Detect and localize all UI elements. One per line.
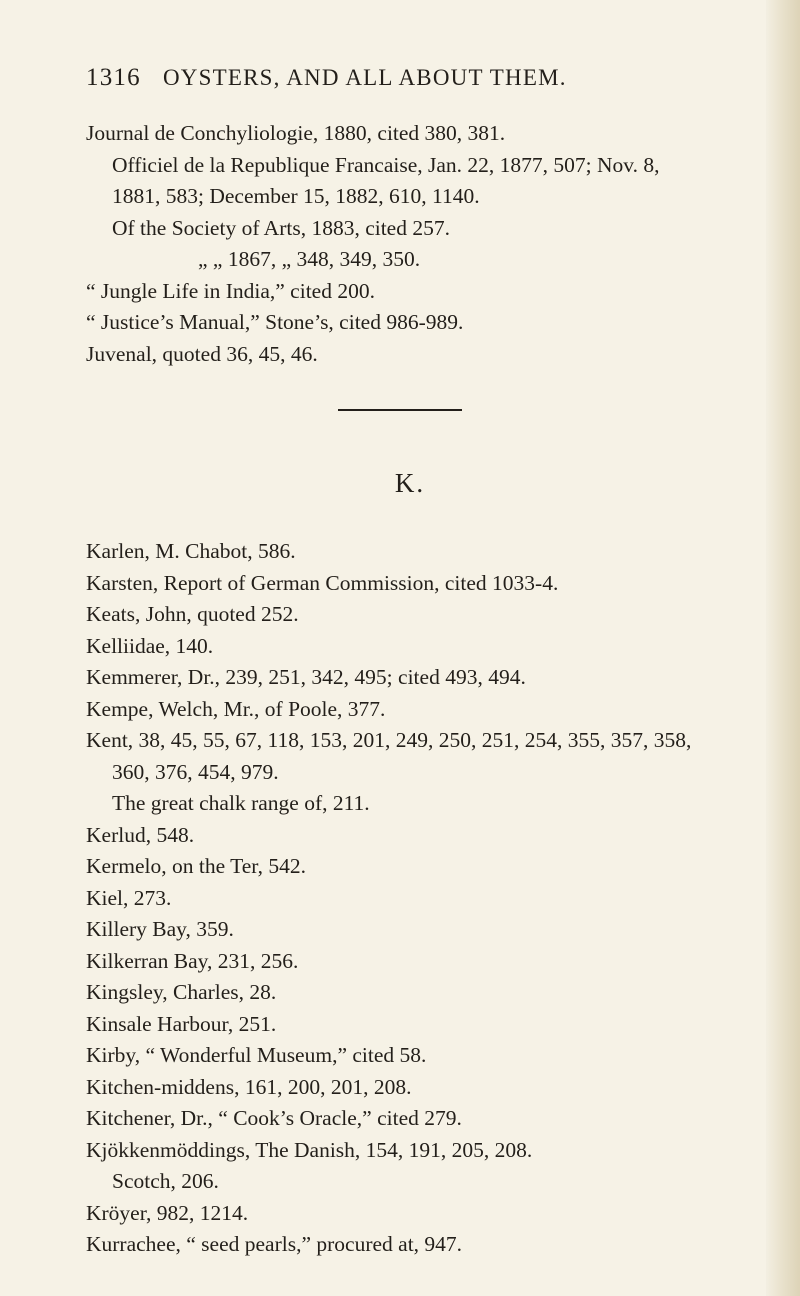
index-entry: Kinsale Harbour, 251. <box>86 1011 277 1036</box>
index-entry-continuation: 1881, 583; December 15, 1882, 610, 1140. <box>112 184 480 208</box>
index-entry: Karsten, Report of German Commission, cited 1033-4. <box>86 570 559 595</box>
index-entry: Kurrachee, “ seed pearls,” procured at, 947. <box>86 1232 463 1256</box>
index-entry: Kermelo, on the Ter, 542. <box>86 854 306 878</box>
index-entry: Killery Bay, 359. <box>86 917 234 941</box>
index-entry: Kemmerer, Dr., 239, 251, 342, 495; cited 493, 494. <box>86 665 526 689</box>
index-entry: Kempe, Welch, Mr., of Poole, 377. <box>86 696 386 721</box>
index-subentry: Of the Society of Arts, 1883, cited 257. <box>112 215 450 240</box>
index-subentry: Officiel de la Republique Francaise, Jan. 22, 1877, 507; Nov. 8, <box>112 152 660 177</box>
index-entry: Kitchen-middens, 161, 200, 201, 208. <box>86 1074 412 1099</box>
index-entry: Karlen, M. Chabot, 586. <box>86 539 296 563</box>
section-divider-rule <box>338 409 462 411</box>
index-entry: “ Jungle Life in India,” cited 200. <box>86 278 375 303</box>
section-heading-k: K. <box>394 468 426 498</box>
running-title: OYSTERS, AND ALL ABOUT THEM. <box>162 65 567 90</box>
index-entry: Kitchener, Dr., “ Cook’s Oracle,” cited 279. <box>86 1106 462 1130</box>
index-entry: Juvenal, quoted 36, 45, 46. <box>86 341 318 366</box>
index-ditto-line: „ „ 1867, „ 348, 349, 350. <box>198 247 421 271</box>
index-entry: Kingsley, Charles, 28. <box>86 980 277 1004</box>
index-subentry: The great chalk range of, 211. <box>112 791 370 815</box>
index-entries-k <box>86 536 786 1261</box>
index-entry: Kelliidae, 140. <box>86 633 214 658</box>
index-entry: “ Justice’s Manual,” Stone’s, cited 986-989. <box>86 310 464 334</box>
index-entry: Kent, 38, 45, 55, 67, 118, 153, 201, 249, 250, 251, 254, 355, 357, 358, <box>86 728 692 752</box>
index-entry: Kirby, “ Wonderful Museum,” cited 58. <box>86 1043 427 1067</box>
index-entry: Kilkerran Bay, 231, 256. <box>86 948 299 973</box>
index-subentry: Scotch, 206. <box>112 1169 219 1193</box>
index-entry: Kröyer, 982, 1214. <box>86 1200 249 1225</box>
index-entry: Kerlud, 548. <box>86 822 195 847</box>
index-entries-j <box>86 118 786 370</box>
index-entry: Keats, John, quoted 252. <box>86 602 299 626</box>
index-entry: Kiel, 273. <box>86 885 172 910</box>
index-entry: Journal de Conchyliologie, 1880, cited 380, 381. <box>86 121 506 145</box>
index-entry: Kjökkenmöddings, The Danish, 154, 191, 205, 208. <box>86 1137 533 1162</box>
page-number: 1316 <box>86 64 141 91</box>
running-head <box>86 64 766 92</box>
index-entry-continuation: 360, 376, 454, 979. <box>112 759 279 784</box>
